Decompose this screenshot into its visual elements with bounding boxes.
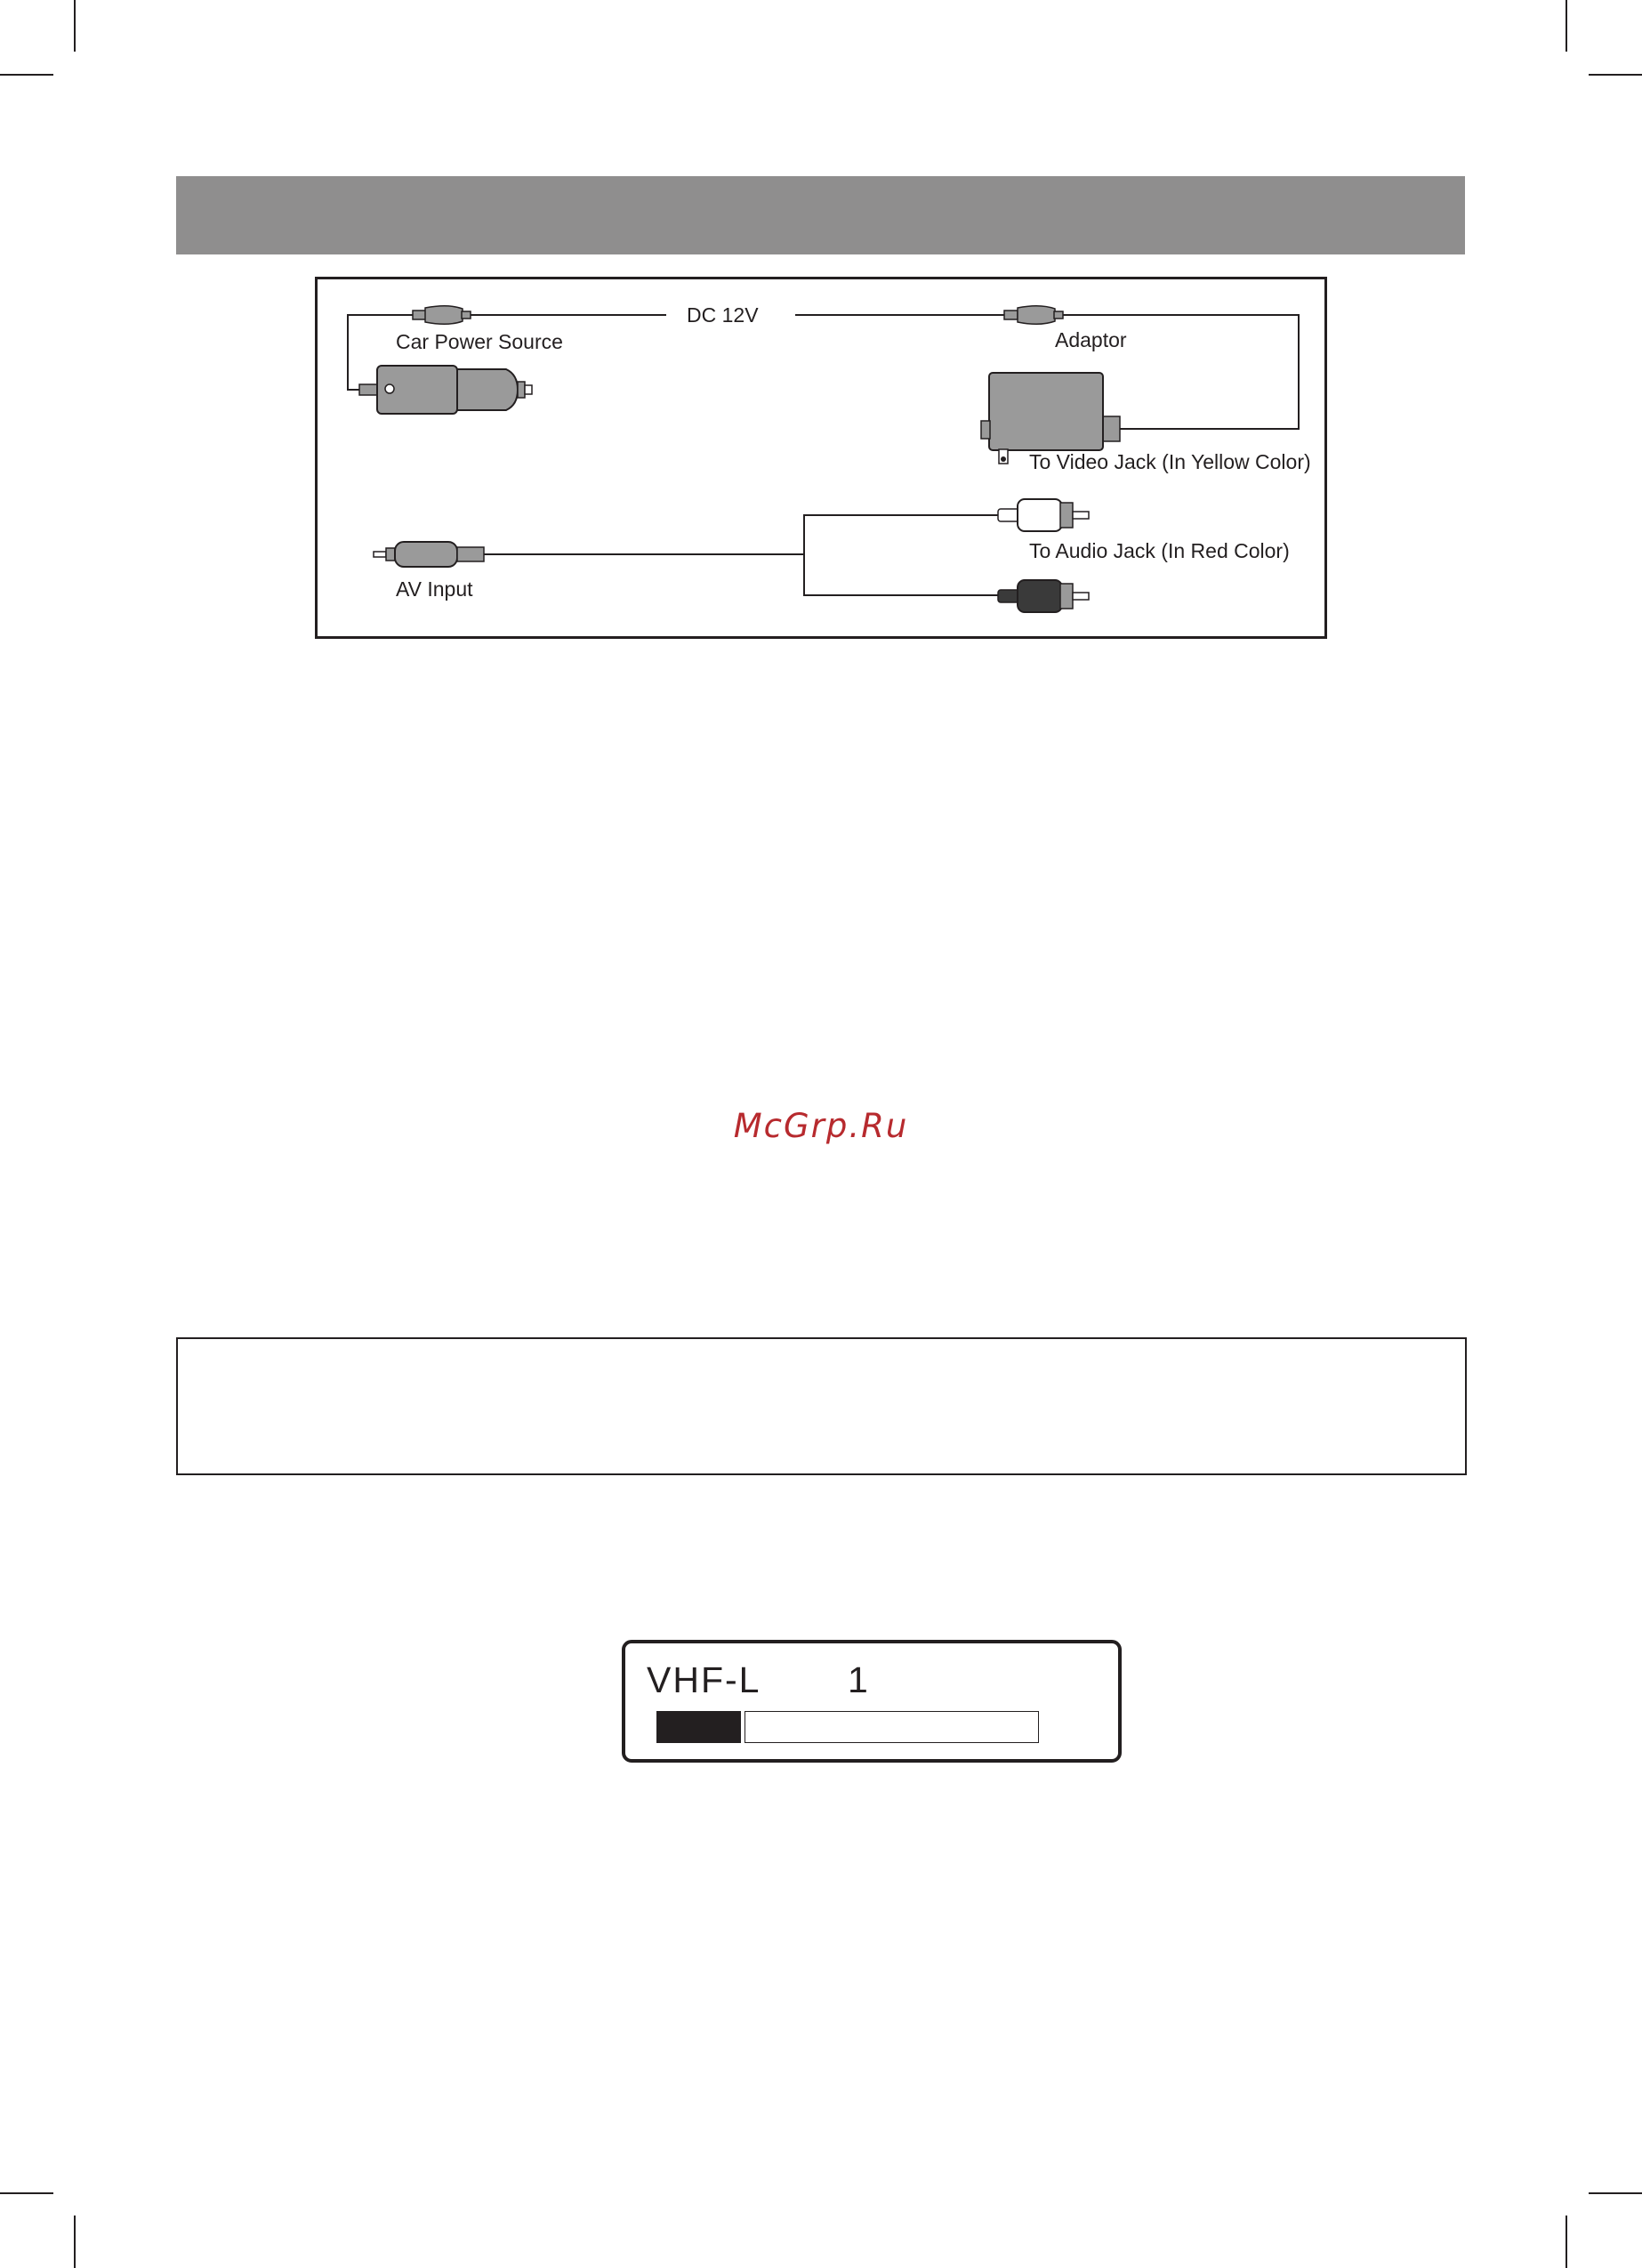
crop-mark (1589, 2192, 1642, 2194)
rca-plug-white (998, 499, 1089, 531)
signal-level-bar (656, 1711, 1039, 1743)
dc-plug-left (413, 306, 479, 325)
car-power-label: Car Power Source (396, 330, 563, 353)
connection-diagram (315, 277, 1327, 639)
osd-channel-number: 1 (848, 1659, 868, 1700)
crop-mark (1566, 2216, 1567, 2268)
av-split-cable (804, 515, 1018, 595)
adaptor-label: Adaptor (1055, 328, 1127, 351)
section-header-bar (176, 176, 1465, 254)
crop-mark (1589, 74, 1642, 76)
crop-mark (74, 0, 76, 52)
dc-plug-right (1004, 306, 1071, 325)
crop-mark (0, 74, 53, 76)
osd-channel-display (622, 1640, 1122, 1763)
av-input-plug (374, 542, 484, 567)
osd-band-label: VHF-L (647, 1659, 761, 1700)
car-power-plug (359, 366, 532, 414)
note-box (176, 1337, 1467, 1475)
watermark-text: McGrp.Ru (733, 1107, 909, 1145)
signal-level-track (745, 1711, 1039, 1743)
crop-mark (74, 2216, 76, 2268)
crop-mark (0, 2192, 53, 2194)
dc-label: DC 12V (687, 303, 759, 327)
av-input-label: AV Input (396, 577, 473, 601)
audio-jack-label: To Audio Jack (In Red Color) (1029, 539, 1290, 562)
crop-mark (1566, 0, 1567, 52)
signal-level-fill (656, 1711, 741, 1743)
video-jack-label: To Video Jack (In Yellow Color) (1029, 450, 1311, 473)
rca-plug-dark (998, 580, 1089, 612)
